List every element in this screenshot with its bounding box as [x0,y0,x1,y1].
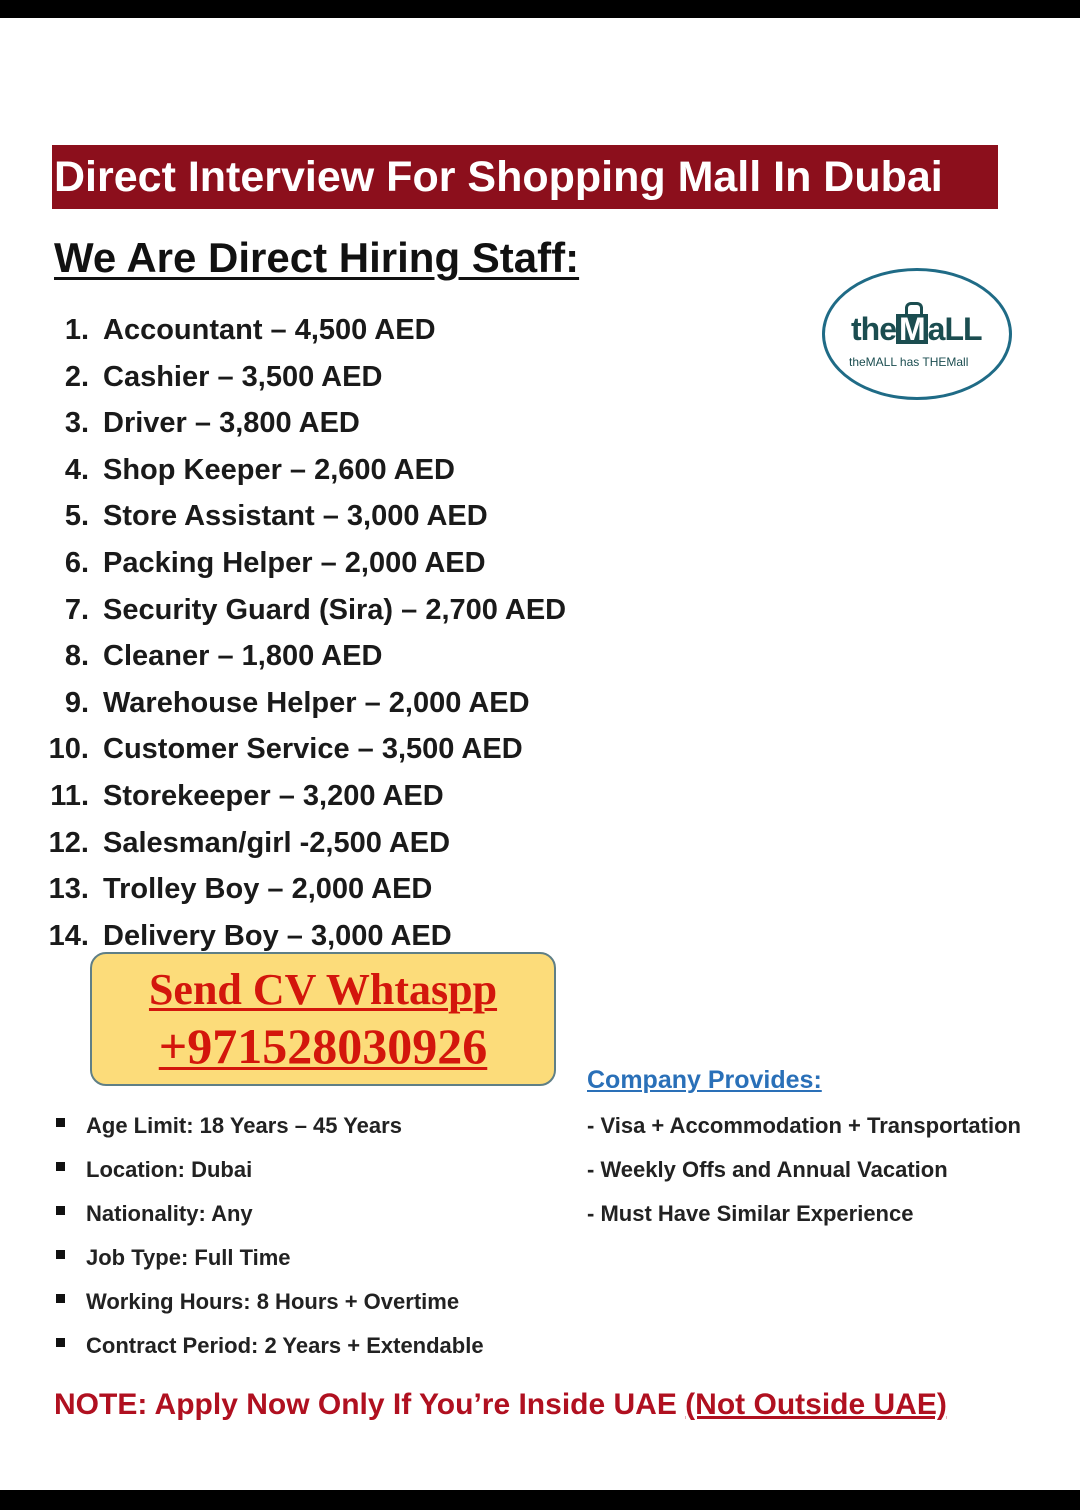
bottom-black-bar [0,1490,1080,1510]
detail-item [56,1154,484,1198]
job-number: 12. [48,826,89,859]
square-bullet-icon [56,1162,65,1171]
job-details-list [56,1110,484,1374]
square-bullet-icon [56,1118,65,1127]
job-item [40,447,566,494]
job-number: 11. [50,779,89,812]
cta-label: Send CV Whtaspp [148,965,498,1014]
detail-item [56,1286,484,1330]
note-underlined: (Not Outside UAE) [685,1388,947,1421]
job-item [40,587,566,634]
top-black-bar [0,0,1080,18]
job-number: 13. [48,873,89,906]
job-title-salary: Warehouse Helper – 2,000 AED [103,686,530,719]
job-item [40,400,566,447]
square-bullet-icon [56,1338,65,1347]
provides-item: - Must Have Similar Experience [587,1201,914,1226]
job-title-salary: Cashier – 3,500 AED [103,360,383,393]
note-text: NOTE: Apply Now Only If You’re Inside UAE [54,1388,686,1421]
page-title: Direct Interview For Shopping Mall In Dubai [52,145,998,209]
detail-text: Nationality: Any [86,1201,253,1226]
note [54,1388,947,1422]
square-bullet-icon [56,1206,65,1215]
job-number: 3. [64,407,89,440]
company-provides-heading: Company Provides: [587,1066,822,1094]
detail-text: Contract Period: 2 Years + Extendable [86,1333,484,1358]
logo-tagline: theMALL has THEMall [849,355,969,369]
job-item [40,726,566,773]
detail-item [56,1198,484,1242]
job-number: 10. [48,733,89,766]
job-title-salary: Shop Keeper – 2,600 AED [103,453,455,486]
job-item [40,820,566,867]
job-item [40,493,566,540]
job-item [40,307,566,354]
job-number: 6. [64,546,89,579]
job-number: 7. [64,593,89,626]
job-title-salary: Security Guard (Sira) – 2,700 AED [103,593,567,626]
detail-text: Working Hours: 8 Hours + Overtime [86,1289,460,1314]
detail-item [56,1330,484,1374]
job-title-salary: Cleaner – 1,800 AED [103,640,383,673]
job-number: 4. [64,453,89,486]
square-bullet-icon [56,1294,65,1303]
job-number: 5. [64,500,89,533]
job-title-salary: Accountant – 4,500 AED [103,314,436,346]
logo-all: aLL [927,311,982,347]
detail-item [56,1110,484,1154]
cta-phone[interactable]: +971528030926 [158,1018,488,1074]
job-item [40,866,566,913]
job-title-salary: Trolley Boy – 2,000 AED [103,873,433,906]
job-title-salary: Customer Service – 3,500 AED [103,733,523,766]
job-number: 2. [64,360,89,393]
the-mall-logo [822,268,1012,400]
provides-item: - Weekly Offs and Annual Vacation [587,1157,948,1182]
job-title-salary: Delivery Boy – 3,000 AED [103,919,452,952]
logo-the: the [851,311,896,347]
company-provides-list [587,1110,1021,1242]
shopping-bag-icon: M [896,314,928,344]
provides-item: - Visa + Accommodation + Transportation [587,1113,1021,1138]
job-item [40,540,566,587]
job-number: 14. [48,919,89,952]
detail-text: Location: Dubai [86,1157,253,1182]
job-list [40,307,566,959]
job-item [40,680,566,727]
subtitle: We Are Direct Hiring Staff: [54,234,580,281]
job-number: 8. [64,640,89,673]
job-title-salary: Storekeeper – 3,200 AED [103,779,444,812]
job-title-salary: Store Assistant – 3,000 AED [103,500,488,533]
job-item [40,773,566,820]
job-title-salary: Driver – 3,800 AED [103,407,360,440]
job-item [40,633,566,680]
detail-text: Age Limit: 18 Years – 45 Years [86,1113,402,1138]
job-title-salary: Salesman/girl -2,500 AED [103,826,451,859]
job-item [40,354,566,401]
job-number: 9. [64,686,89,719]
job-number: 1. [64,314,89,346]
job-title-salary: Packing Helper – 2,000 AED [103,546,486,579]
detail-text: Job Type: Full Time [86,1245,291,1270]
detail-item [56,1242,484,1286]
whatsapp-cta-box[interactable] [90,952,556,1086]
square-bullet-icon [56,1250,65,1259]
